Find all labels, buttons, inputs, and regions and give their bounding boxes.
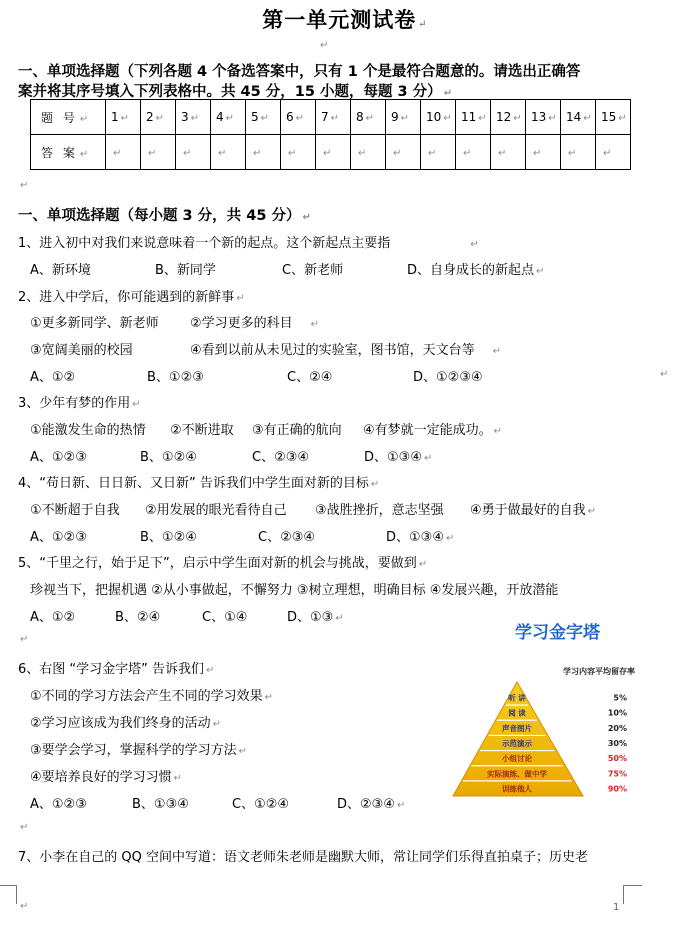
answer-cell[interactable]: ↵ [386,135,421,170]
answer-cell[interactable]: ↵ [596,135,631,170]
question-3-item-2: ②不断进取 [170,423,234,438]
question-number-cell: 12 ↵ [491,100,526,135]
answer-cell[interactable]: ↵ [351,135,386,170]
answer-cell[interactable]: ↵ [281,135,316,170]
pyramid-level-label: 训练他人 [502,784,532,794]
paragraph-mark: ↵ [20,901,29,912]
question-4-option-b: B、①②④ [140,530,197,545]
paragraph-mark: ↵ [20,822,29,833]
question-1-stem: 1、进入初中对我们来说意味着一个新的起点。这个新起点主要指 ↵ [18,236,479,251]
pyramid-level-rate: 5% [613,693,627,703]
question-2-option-a: A、①② [30,370,76,385]
question-number-cell: 9 ↵ [386,100,421,135]
question-number-cell: 3 ↵ [176,100,211,135]
pyramid-level-label: 小组讨论 [502,754,532,764]
pyramid-level-label: 声音图片 [502,723,532,733]
answer-cell[interactable]: ↵ [491,135,526,170]
question-4-option-c: C、②③④ [258,530,316,545]
question-number-cell: 6 ↵ [281,100,316,135]
question-5-option-a: A、①② [30,610,76,625]
answer-cell[interactable]: ↵ [316,135,351,170]
instruction-line-1: 一、单项选择题（下列各题 4 个备选答案中，只有 1 个是最符合题意的。请选出正确答 [18,64,581,80]
question-number-cell: 8 ↵ [351,100,386,135]
question-4-option-d: D、①③④ ↵ [386,530,455,545]
pyramid-level-label: 听 讲 [508,693,526,703]
page-title: 第一单元测试卷 ↵ [262,7,428,32]
question-1-option-b: B、新同学 [155,263,216,278]
answer-cell[interactable]: ↵ [526,135,561,170]
question-4-option-a: A、①②③ [30,530,87,545]
question-3-item-4: ④有梦就一定能成功。 ↵ [363,423,503,438]
question-4-item-1: ①不断超于自我 [30,503,120,518]
question-number-cell: 1 ↵ [106,100,141,135]
paragraph-mark: ↵ [320,40,329,51]
question-3-option-d: D、①③④ ↵ [364,450,433,465]
pyramid-level-label: 阅 读 [508,708,526,718]
answer-cell[interactable]: ↵ [456,135,491,170]
question-number-cell: 4 ↵ [211,100,246,135]
question-2-item-2: ②学习更多的科目 ↵ [190,316,320,331]
question-number-cell: 14 ↵ [561,100,596,135]
answer-cell[interactable]: ↵ [421,135,456,170]
paragraph-mark: ↵ [20,180,29,191]
question-number-cell: 13 ↵ [526,100,561,135]
question-2-option-d: D、①②③④ [413,370,483,385]
pyramid-level-rate: 30% [607,739,627,748]
answer-cell[interactable]: ↵ [106,135,141,170]
question-3-stem: 3、少年有梦的作用 ↵ [18,396,141,411]
question-6-option-b: B、①③④ [132,797,189,812]
question-2-stem: 2、进入中学后，你可能遇到的新鲜事 ↵ [18,290,245,305]
question-2-option-b: B、①②③ [147,370,204,385]
pyramid-level-rate: 90% [607,784,627,794]
paragraph-mark: ↵ [660,369,669,380]
question-1-option-d: D、自身成长的新起点 ↵ [407,263,545,278]
page-number: 1 [613,902,620,913]
section-heading: 一、单项选择题（每小题 3 分，共 45 分） ↵ [18,208,311,224]
pyramid-subtitle: 学习内容平均留存率 [563,667,635,676]
answer-table-answer-row [31,135,631,170]
question-5-stem: 5、“千里之行，始于足下”，启示中学生面对新的机会与挑战，要做到 ↵ [18,556,428,571]
question-6-item-2: ②学习应该成为我们终身的活动 ↵ [30,716,222,731]
question-6-stem: 6、右图 “学习金字塔” 告诉我们 ↵ [18,662,215,677]
pyramid-level-label: 实际演练、做中学 [487,769,547,779]
question-number-cell: 15 ↵ [596,100,631,135]
pyramid-level-rate: 50% [607,754,627,764]
pyramid-level-rate: 20% [607,723,627,733]
answer-table [30,99,631,170]
answer-table-number-row [31,100,631,135]
question-6-option-d: D、②③④ ↵ [337,797,406,812]
answer-cell[interactable]: ↵ [211,135,246,170]
question-number-cell: 11 ↵ [456,100,491,135]
question-1-option-c: C、新老师 [282,263,344,278]
question-6-item-1: ①不同的学习方法会产生不同的学习效果 ↵ [30,689,274,704]
question-2-item-4: ④看到以前从未见过的实验室，图书馆，天文台等 ↵ [190,343,502,358]
answer-cell[interactable]: ↵ [246,135,281,170]
question-7-stem: 7、小李在自己的 QQ 空间中写道：语文老师朱老师是幽默大师，常让同学们乐得直拍桌子；历史老 [18,850,589,865]
question-4-item-2: ②用发展的眼光看待自己 [145,503,287,518]
question-6-option-a: A、①②③ [30,797,87,812]
pyramid-title: 学习金字塔 [515,623,600,643]
question-4-item-4: ④勇于做最好的自我 ↵ [470,503,597,518]
answer-cell[interactable]: ↵ [561,135,596,170]
learning-pyramid-image [437,612,659,802]
question-2-option-c: C、②④ [287,370,333,385]
question-number-cell: 7 ↵ [316,100,351,135]
question-2-item-3: ③宽阔美丽的校园 [30,343,133,358]
question-6-item-4: ④要培养良好的学习习惯 ↵ [30,770,183,785]
page-corner-mark [623,885,642,904]
question-4-stem: 4、“苟日新、日日新、又日新” 告诉我们中学生面对新的目标 ↵ [18,476,380,491]
pyramid-level-rate: 10% [607,708,627,718]
pyramid-level-rate: 75% [607,769,627,779]
question-6-option-c: C、①②④ [232,797,290,812]
question-5-option-b: B、②④ [115,610,161,625]
question-number-cell: 10 ↵ [421,100,456,135]
question-5-option-c: C、①④ [202,610,248,625]
question-number-cell: 5 ↵ [246,100,281,135]
page-corner-mark [0,885,17,904]
question-3-option-a: A、①②③ [30,450,87,465]
question-5-option-d: D、①③ ↵ [287,610,344,625]
number-row-label: 题 号 ↵ [31,100,106,135]
question-4-item-3: ③战胜挫折，意志坚强 [315,503,444,518]
question-number-cell: 2 ↵ [141,100,176,135]
question-3-item-3: ③有正确的航向 [252,423,342,438]
pyramid-level-label: 示范演示 [502,739,532,748]
answer-row-label: 答 案 ↵ [31,135,106,170]
question-6-item-3: ③要学会学习，掌握科学的学习方法 ↵ [30,743,248,758]
question-5-items: 珍视当下，把握机遇 ②从小事做起，不懈努力 ③树立理想，明确目标 ④发展兴趣，开放潜能 [30,583,559,598]
paragraph-mark: ↵ [20,634,29,645]
question-1-option-a: A、新环境 [30,263,91,278]
question-3-option-c: C、②③④ [252,450,310,465]
answer-cell[interactable]: ↵ [176,135,211,170]
answer-cell[interactable]: ↵ [141,135,176,170]
question-3-option-b: B、①②④ [140,450,197,465]
question-3-item-1: ①能激发生命的热情 [30,423,146,438]
instruction-line-2: 案并将其序号填入下列表格中。共 45 分，15 小题，每题 3 分） ↵ [18,84,453,100]
question-2-item-1: ①更多新同学、新老师 [30,316,159,331]
